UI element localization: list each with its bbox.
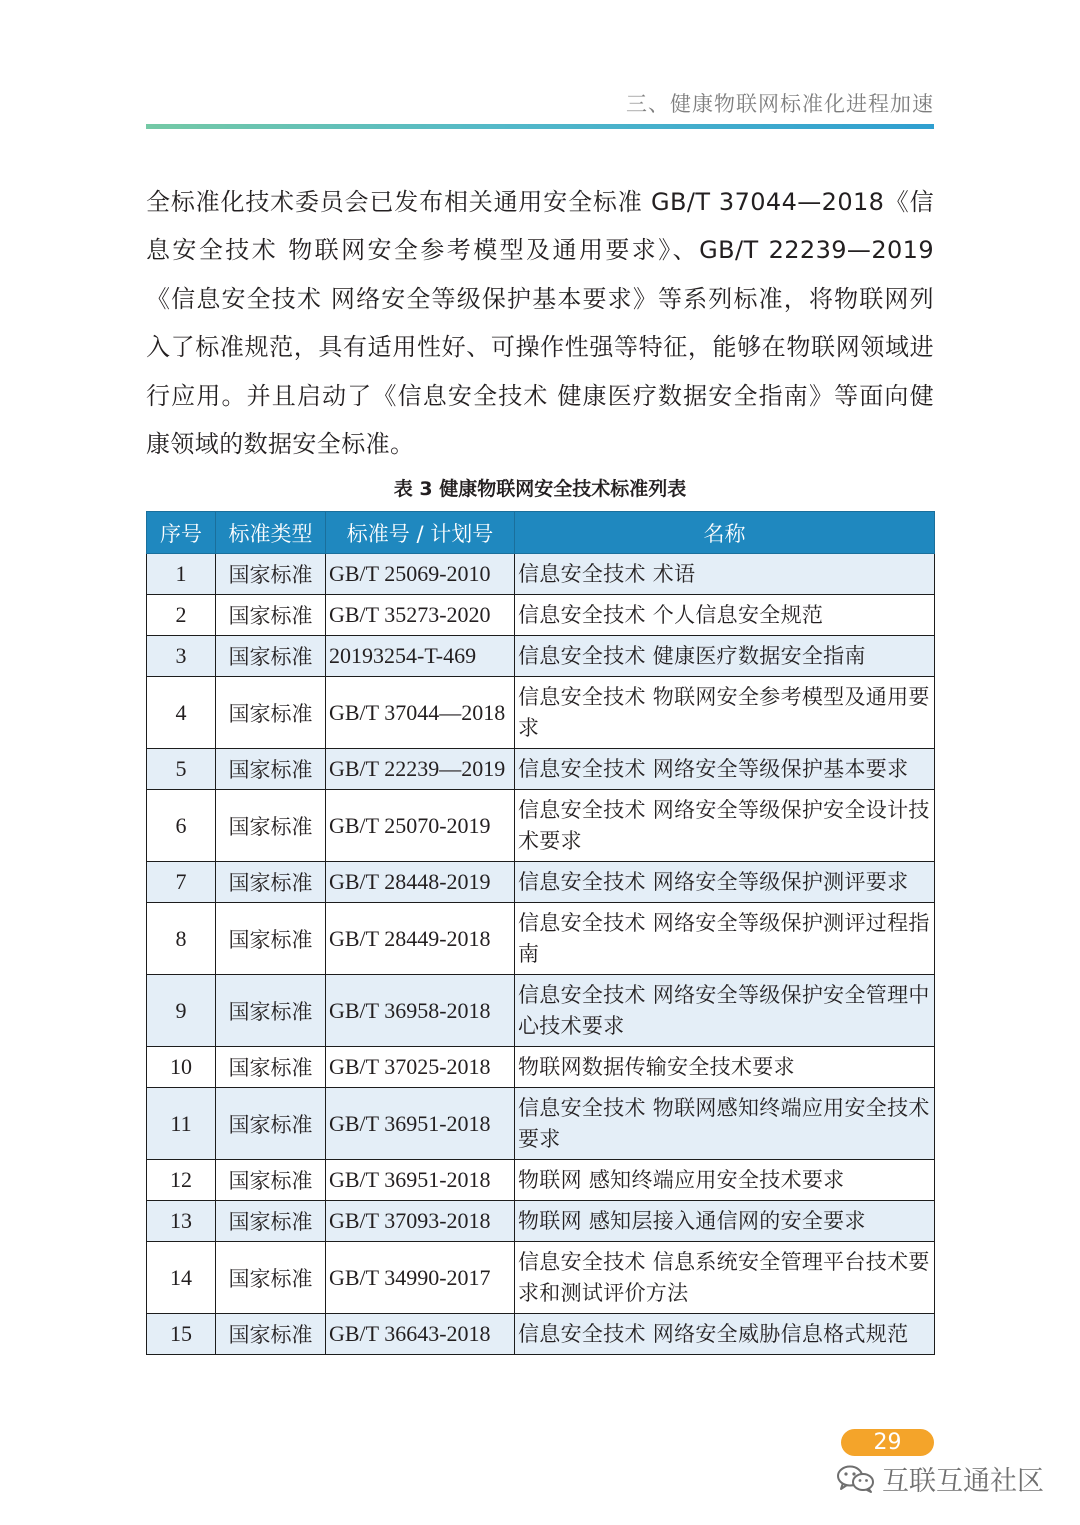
- column-header-name: 名称: [515, 512, 935, 554]
- row-standard-code: GB/T 36951-2018: [326, 1160, 515, 1201]
- table-row: [147, 1160, 935, 1201]
- column-header-type: 标准类型: [216, 512, 326, 554]
- row-standard-code: GB/T 25069-2010: [326, 554, 515, 595]
- table-row: [147, 862, 935, 903]
- row-standard-code: GB/T 28449-2018: [326, 903, 515, 975]
- row-number: 4: [147, 677, 216, 749]
- table-row: [147, 1088, 935, 1160]
- row-number: 12: [147, 1160, 216, 1201]
- row-number: 1: [147, 554, 216, 595]
- row-number: 3: [147, 636, 216, 677]
- row-standard-code: GB/T 28448-2019: [326, 862, 515, 903]
- header-rule: [146, 124, 934, 129]
- table-row: [147, 790, 935, 862]
- table-row: [147, 903, 935, 975]
- table-row: [147, 1047, 935, 1088]
- table-row: [147, 749, 935, 790]
- table-header-row: [147, 512, 935, 554]
- row-number: 13: [147, 1201, 216, 1242]
- row-standard-name: 信息安全技术 网络安全等级保护测评要求: [515, 862, 935, 903]
- row-standard-type: 国家标准: [216, 1160, 326, 1201]
- table-row: [147, 1242, 935, 1314]
- row-standard-code: GB/T 36951-2018: [326, 1088, 515, 1160]
- row-standard-code: GB/T 37044—2018: [326, 677, 515, 749]
- row-standard-name: 信息安全技术 网络安全等级保护安全管理中心技术要求: [515, 975, 935, 1047]
- row-standard-type: 国家标准: [216, 749, 326, 790]
- row-standard-name: 信息安全技术 术语: [515, 554, 935, 595]
- row-standard-name: 信息安全技术 物联网安全参考模型及通用要求: [515, 677, 935, 749]
- row-standard-name: 信息安全技术 物联网感知终端应用安全技术要求: [515, 1088, 935, 1160]
- row-number: 2: [147, 595, 216, 636]
- row-standard-type: 国家标准: [216, 790, 326, 862]
- table-row: [147, 595, 935, 636]
- body-paragraph: 全标准化技术委员会已发布相关通用安全标准 GB/T 37044—2018《信息安全技术 物联网安全参考模型及通用要求》、GB/T 22239—2019《信息安全技术 网络安全等级保护基本要求》等系列标准，将物联网列入了标准规范，具有适用性好、可操作性强等特征，能够在物联网领域进行应用。并且启动了《信息安全技术 健康医疗数据安全指南》等面向健康领域的数据安全标准。: [146, 188, 934, 459]
- row-number: 7: [147, 862, 216, 903]
- row-standard-code: 20193254-T-469: [326, 636, 515, 677]
- row-standard-code: GB/T 37093-2018: [326, 1201, 515, 1242]
- row-standard-code: GB/T 34990-2017: [326, 1242, 515, 1314]
- row-standard-type: 国家标准: [216, 1314, 326, 1355]
- row-standard-name: 物联网 感知终端应用安全技术要求: [515, 1160, 935, 1201]
- table-row: [147, 1201, 935, 1242]
- row-number: 10: [147, 1047, 216, 1088]
- running-header-title: 三、健康物联网标准化进程加速: [626, 92, 934, 116]
- row-standard-type: 国家标准: [216, 903, 326, 975]
- page-number-badge: 29: [841, 1429, 934, 1456]
- wechat-icon: [836, 1464, 876, 1494]
- row-standard-code: GB/T 35273-2020: [326, 595, 515, 636]
- watermark-text: 互联互通社区: [882, 1466, 1044, 1497]
- table-row: [147, 554, 935, 595]
- row-standard-name: 信息安全技术 信息系统安全管理平台技术要求和测试评价方法: [515, 1242, 935, 1314]
- row-number: 5: [147, 749, 216, 790]
- column-header-no: 序号: [147, 512, 216, 554]
- row-standard-type: 国家标准: [216, 677, 326, 749]
- row-standard-type: 国家标准: [216, 975, 326, 1047]
- column-header-code: 标准号 / 计划号: [326, 512, 515, 554]
- row-number: 11: [147, 1088, 216, 1160]
- row-standard-name: 信息安全技术 健康医疗数据安全指南: [515, 636, 935, 677]
- row-standard-type: 国家标准: [216, 636, 326, 677]
- table-row: [147, 677, 935, 749]
- row-standard-type: 国家标准: [216, 1047, 326, 1088]
- row-standard-name: 信息安全技术 网络安全威胁信息格式规范: [515, 1314, 935, 1355]
- row-standard-code: GB/T 36643-2018: [326, 1314, 515, 1355]
- table-row: [147, 975, 935, 1047]
- row-standard-type: 国家标准: [216, 1242, 326, 1314]
- row-standard-code: GB/T 25070-2019: [326, 790, 515, 862]
- row-number: 15: [147, 1314, 216, 1355]
- table-row: [147, 1314, 935, 1355]
- table-row: [147, 636, 935, 677]
- row-number: 14: [147, 1242, 216, 1314]
- table-caption: 表 3 健康物联网安全技术标准列表: [393, 478, 687, 500]
- row-standard-name: 信息安全技术 网络安全等级保护安全设计技术要求: [515, 790, 935, 862]
- row-standard-type: 国家标准: [216, 595, 326, 636]
- row-standard-type: 国家标准: [216, 554, 326, 595]
- row-standard-code: GB/T 37025-2018: [326, 1047, 515, 1088]
- row-standard-name: 物联网数据传输安全技术要求: [515, 1047, 935, 1088]
- row-number: 8: [147, 903, 216, 975]
- row-standard-name: 物联网 感知层接入通信网的安全要求: [515, 1201, 935, 1242]
- row-standard-name: 信息安全技术 个人信息安全规范: [515, 595, 935, 636]
- row-standard-name: 信息安全技术 网络安全等级保护测评过程指南: [515, 903, 935, 975]
- row-standard-code: GB/T 36958-2018: [326, 975, 515, 1047]
- watermark: [836, 1459, 1044, 1498]
- row-standard-type: 国家标准: [216, 1088, 326, 1160]
- row-standard-code: GB/T 22239—2019: [326, 749, 515, 790]
- standards-table: [146, 511, 935, 1355]
- row-number: 9: [147, 975, 216, 1047]
- row-number: 6: [147, 790, 216, 862]
- row-standard-name: 信息安全技术 网络安全等级保护基本要求: [515, 749, 935, 790]
- row-standard-type: 国家标准: [216, 1201, 326, 1242]
- row-standard-type: 国家标准: [216, 862, 326, 903]
